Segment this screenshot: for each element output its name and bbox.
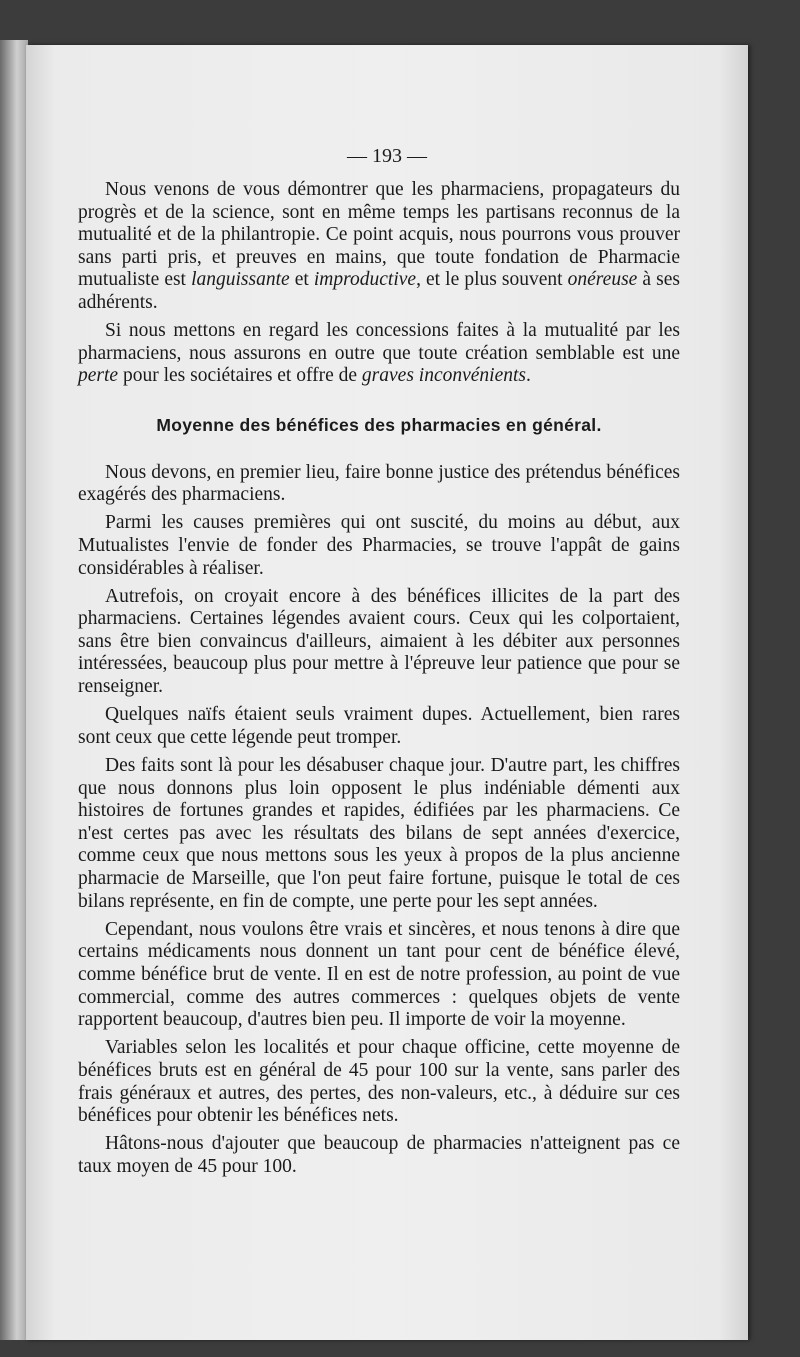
italic-text: graves inconvénients [361,365,526,387]
paragraph: Variables selon les localités et pour chaque officine, cette moyenne de bénéfices bruts est en général de 45 pour 100 sur la vente, sans parler des frais généraux et autres, des pertes, des non-valeurs, etc., à déduire sur ces bénéfices pour obtenir les bénéfices nets. [78,1037,680,1127]
book-page [26,45,748,1340]
text-span: à ses adhérents. [78,269,680,313]
paragraph: Cependant, nous voulons être vrais et sincères, et nous tenons à dire que certains médicaments nous donnent un tant pour cent de bénéfice élevé, comme bénéfice brut de vente. Il en est de notre profession, au point de vue commercial, comme des autres commerces : quelques objets de vente rapportent beaucoup, d'autres bien peu. Il importe de voir la moyenne. [78,918,680,1031]
text-span: . [526,365,531,387]
text-span: Nous venons de vous démontrer que les pharmaciens, propagateurs du progrès et de la science, sont en même temps les partisans reconnus de la mutualité et de la philantropie. Ce point acquis, nous pourrons vous prouver sans parti pris, et preuves en mains, que toute fondation de Pharmacie mutualiste est [78,179,680,291]
paragraph: Parmi les causes premières qui ont suscité, du moins au début, aux Mutualistes l'envie de fonder des Pharmacies, se trouve l'appât de gains considérables à réaliser. [78,512,680,579]
paragraph [78,320,680,388]
text-span: , et le plus souvent [416,269,568,291]
page-number: — 193 — [347,145,427,167]
italic-text: perte [78,365,119,387]
paragraph [78,179,680,315]
previous-page-edge [0,40,28,1340]
page-content [78,179,680,1184]
italic-text: onéreuse [567,269,638,291]
paragraph: Nous devons, en premier lieu, faire bonne justice des prétendus bénéfices exagérés des pharmaciens. [78,461,680,506]
text-span: pour les sociétaires et offre de [118,365,362,387]
text-span: et [289,269,314,291]
text-span: Si nous mettons en regard les concessions faites à la mutualité par les pharmaciens, nous assurons en outre que toute création semblable est une [78,320,680,364]
italic-text: improductive [313,269,417,291]
italic-text: languissante [191,269,290,291]
paragraph: Quelques naïfs étaient seuls vraiment dupes. Actuellement, bien rares sont ceux que cette légende peut tromper. [78,704,680,748]
paragraph: Hâtons-nous d'ajouter que beaucoup de pharmacies n'atteignent pas ce taux moyen de 45 pour 100. [78,1133,680,1177]
paragraph: Autrefois, on croyait encore à des bénéfices illicites de la part des pharmaciens. Certaines légendes avaient cours. Ceux qui les colportaient, sans être bien convaincus d'ailleurs, aimaient à les débiter aux personnes intéressées, beaucoup plus pour mettre à l'épreuve leur patience que pour se renseigner. [78,585,680,698]
paragraph: Des faits sont là pour les désabuser chaque jour. D'autre part, les chiffres que nous donnons plus loin opposent le plus indéniable démenti aux histoires de fortunes grandes et rapides, édifiées par les pharmaciens. Ce n'est certes pas avec les résultats des bilans de sept années d'exercice, comme ceux que nous mettons sous les yeux à propos de la plus ancienne pharmacie de Marseille, que l'on peut faire fortune, puisque le total de ces bilans représente, en fin de compte, une perte pour les sept années. [78,755,680,912]
section-heading: Moyenne des bénéfices des pharmacies en général. [156,414,602,435]
